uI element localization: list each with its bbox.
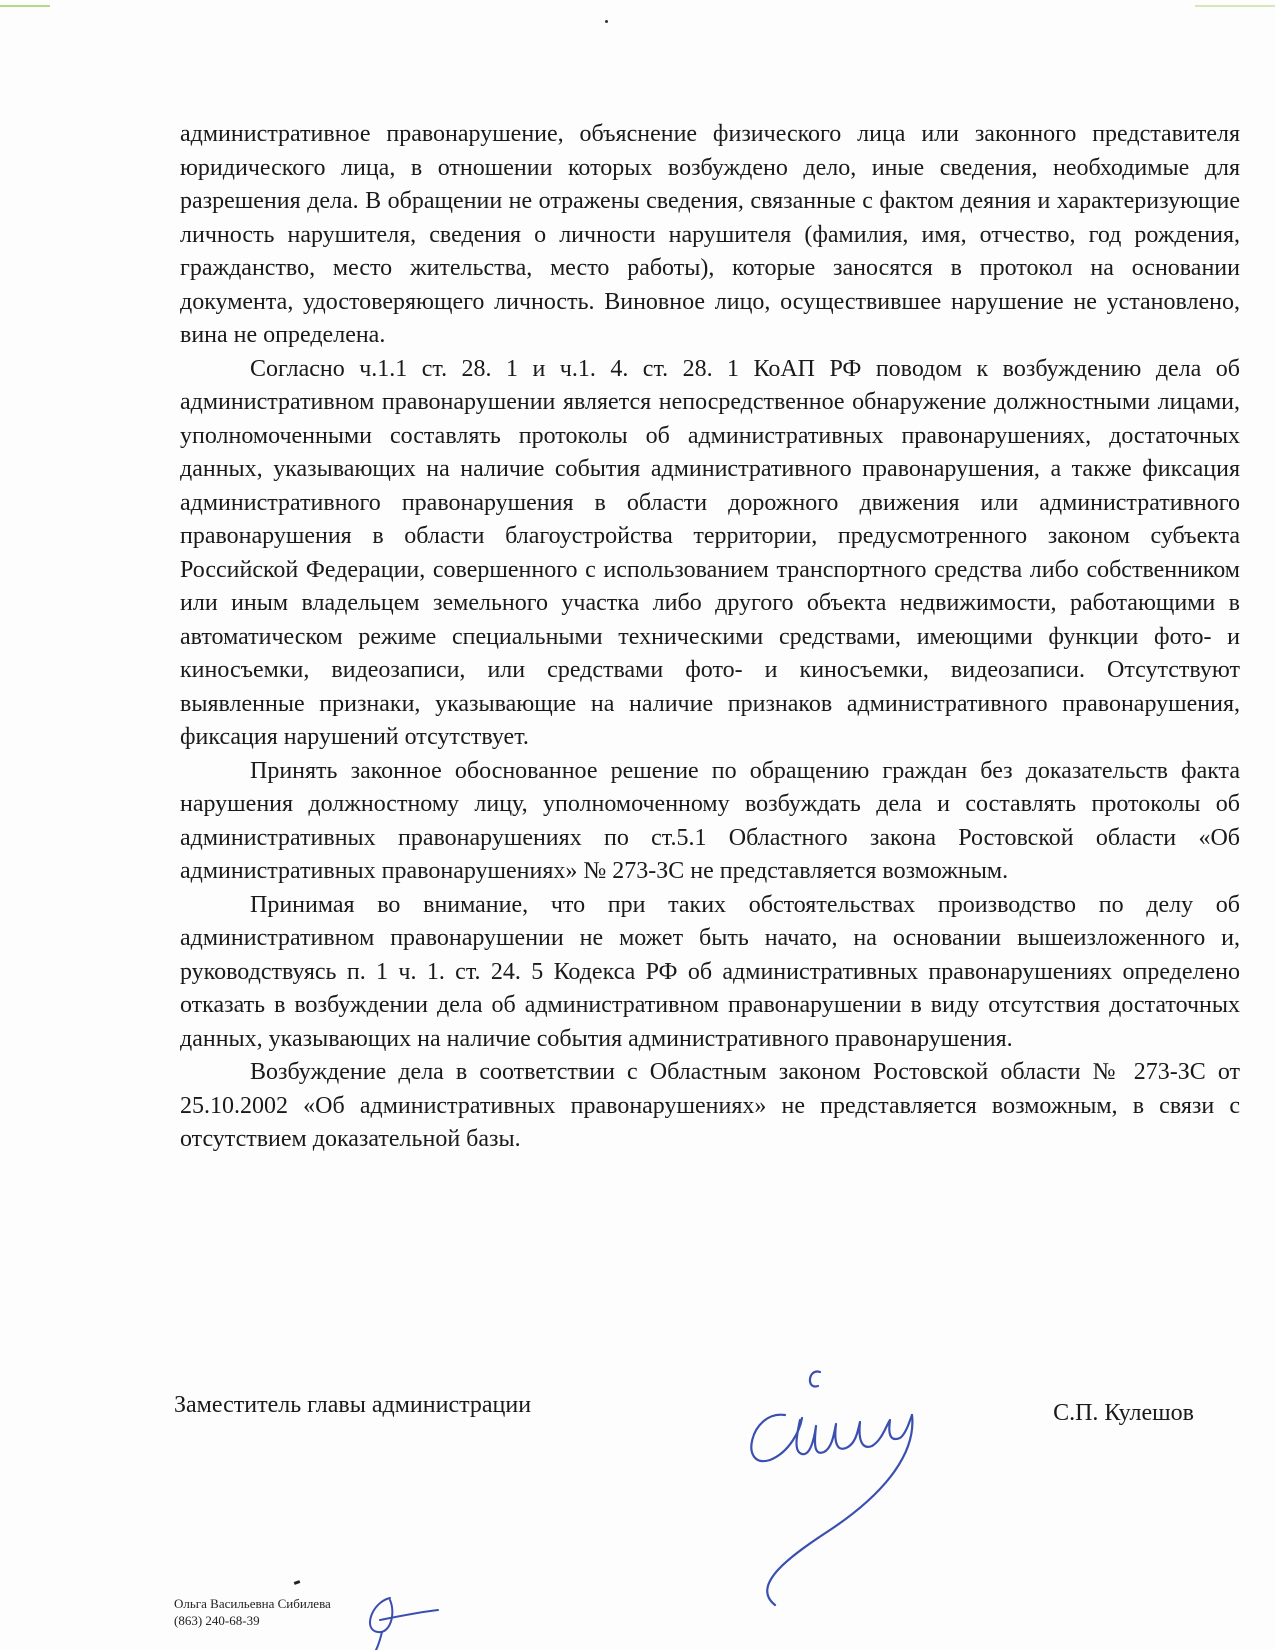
document-body [180, 118, 1240, 1157]
scan-edge-mark [1195, 5, 1275, 7]
paragraph-conclusion: Возбуждение дела в соответствии с Областным законом Ростовской области № 273-ЗС от 25.10.2002 «Об административных правонарушениях» не представляется возможным, в связи с отсутствием доказательной базы. [180, 1059, 1240, 1152]
executor-info [174, 1595, 331, 1629]
executor-phone: (863) 240-68-39 [174, 1613, 260, 1628]
scan-edge-mark [0, 5, 50, 7]
paragraph-refusal: Принимая во внимание, что при таких обстоятельствах производство по делу об административном правонарушении не может быть начато, на основании вышеизложенного и, руководствуясь п. 1 ч. 1. ст. 24. 5 Кодекса РФ об административных правонарушениях определено отказать в возбуждении дела об административном правонарушении в виду отсутствия достаточных данных, указывающих на наличие события административного правонарушения. [180, 891, 1240, 1052]
signer-name: С.П. Кулешов [1053, 1400, 1194, 1426]
handwritten-signature [730, 1360, 1000, 1610]
scan-speck [605, 20, 608, 23]
paragraph-continuation: административное правонарушение, объяснение физического лица или законного представителя юридического лица, в отношении которых возбуждено дело, иные сведения, необходимые для разрешения дела. В обращении не отражены сведения, связанные с фактом деяния и характеризующие личность нарушителя, сведения о личности нарушителя (фамилия, имя, отчество, год рождения, гражданство, место жительства, место работы), которые заносятся в протокол на основании документа, удостоверяющего личность. Виновное лицо, осуществившее нарушение не установлено, вина не определена. [180, 121, 1240, 348]
paragraph-legal-basis: Согласно ч.1.1 ст. 28. 1 и ч.1. 4. ст. 28. 1 КоАП РФ поводом к возбуждению дела об административном правонарушении является непосредственное обнаружение должностными лицами, уполномоченными составлять протоколы об административных правонарушениях, достаточных данных, указывающих на наличие события административного правонарушения, а также фиксация административного правонарушения в области дорожного движения или административного правонарушения в области благоустройства территории, предусмотренного законом субъекта Российской Федерации, совершенного с использованием транспортного средства либо собственником или иным владельцем земельного участка либо другого объекта недвижимости, работающими в автоматическом режиме специальными техническими средствами, имеющими функции фото- и киносъемки, видеозаписи, или средствами фото- и киносъемки, видеозаписи. Отсутствуют выявленные признаки, указывающие на наличие признаков административного правонарушения, фиксация нарушений отсутствует. [180, 355, 1240, 750]
executor-name: Ольга Васильевна Сибилева [174, 1596, 331, 1611]
signer-position: Заместитель главы администрации [174, 1392, 532, 1418]
pen-tick [294, 1580, 301, 1585]
executor-initials-mark [360, 1590, 480, 1650]
paragraph-decision-impossible: Принять законное обоснованное решение по обращению граждан без доказательств факта нарушения должностному лицу, уполномоченному возбуждать дела и составлять протоколы об административных правонарушениях по ст.5.1 Областного закона Ростовской области «Об административных правонарушениях» № 273-ЗС не представляется возможным. [180, 757, 1240, 884]
signature-block [174, 1392, 1194, 1452]
